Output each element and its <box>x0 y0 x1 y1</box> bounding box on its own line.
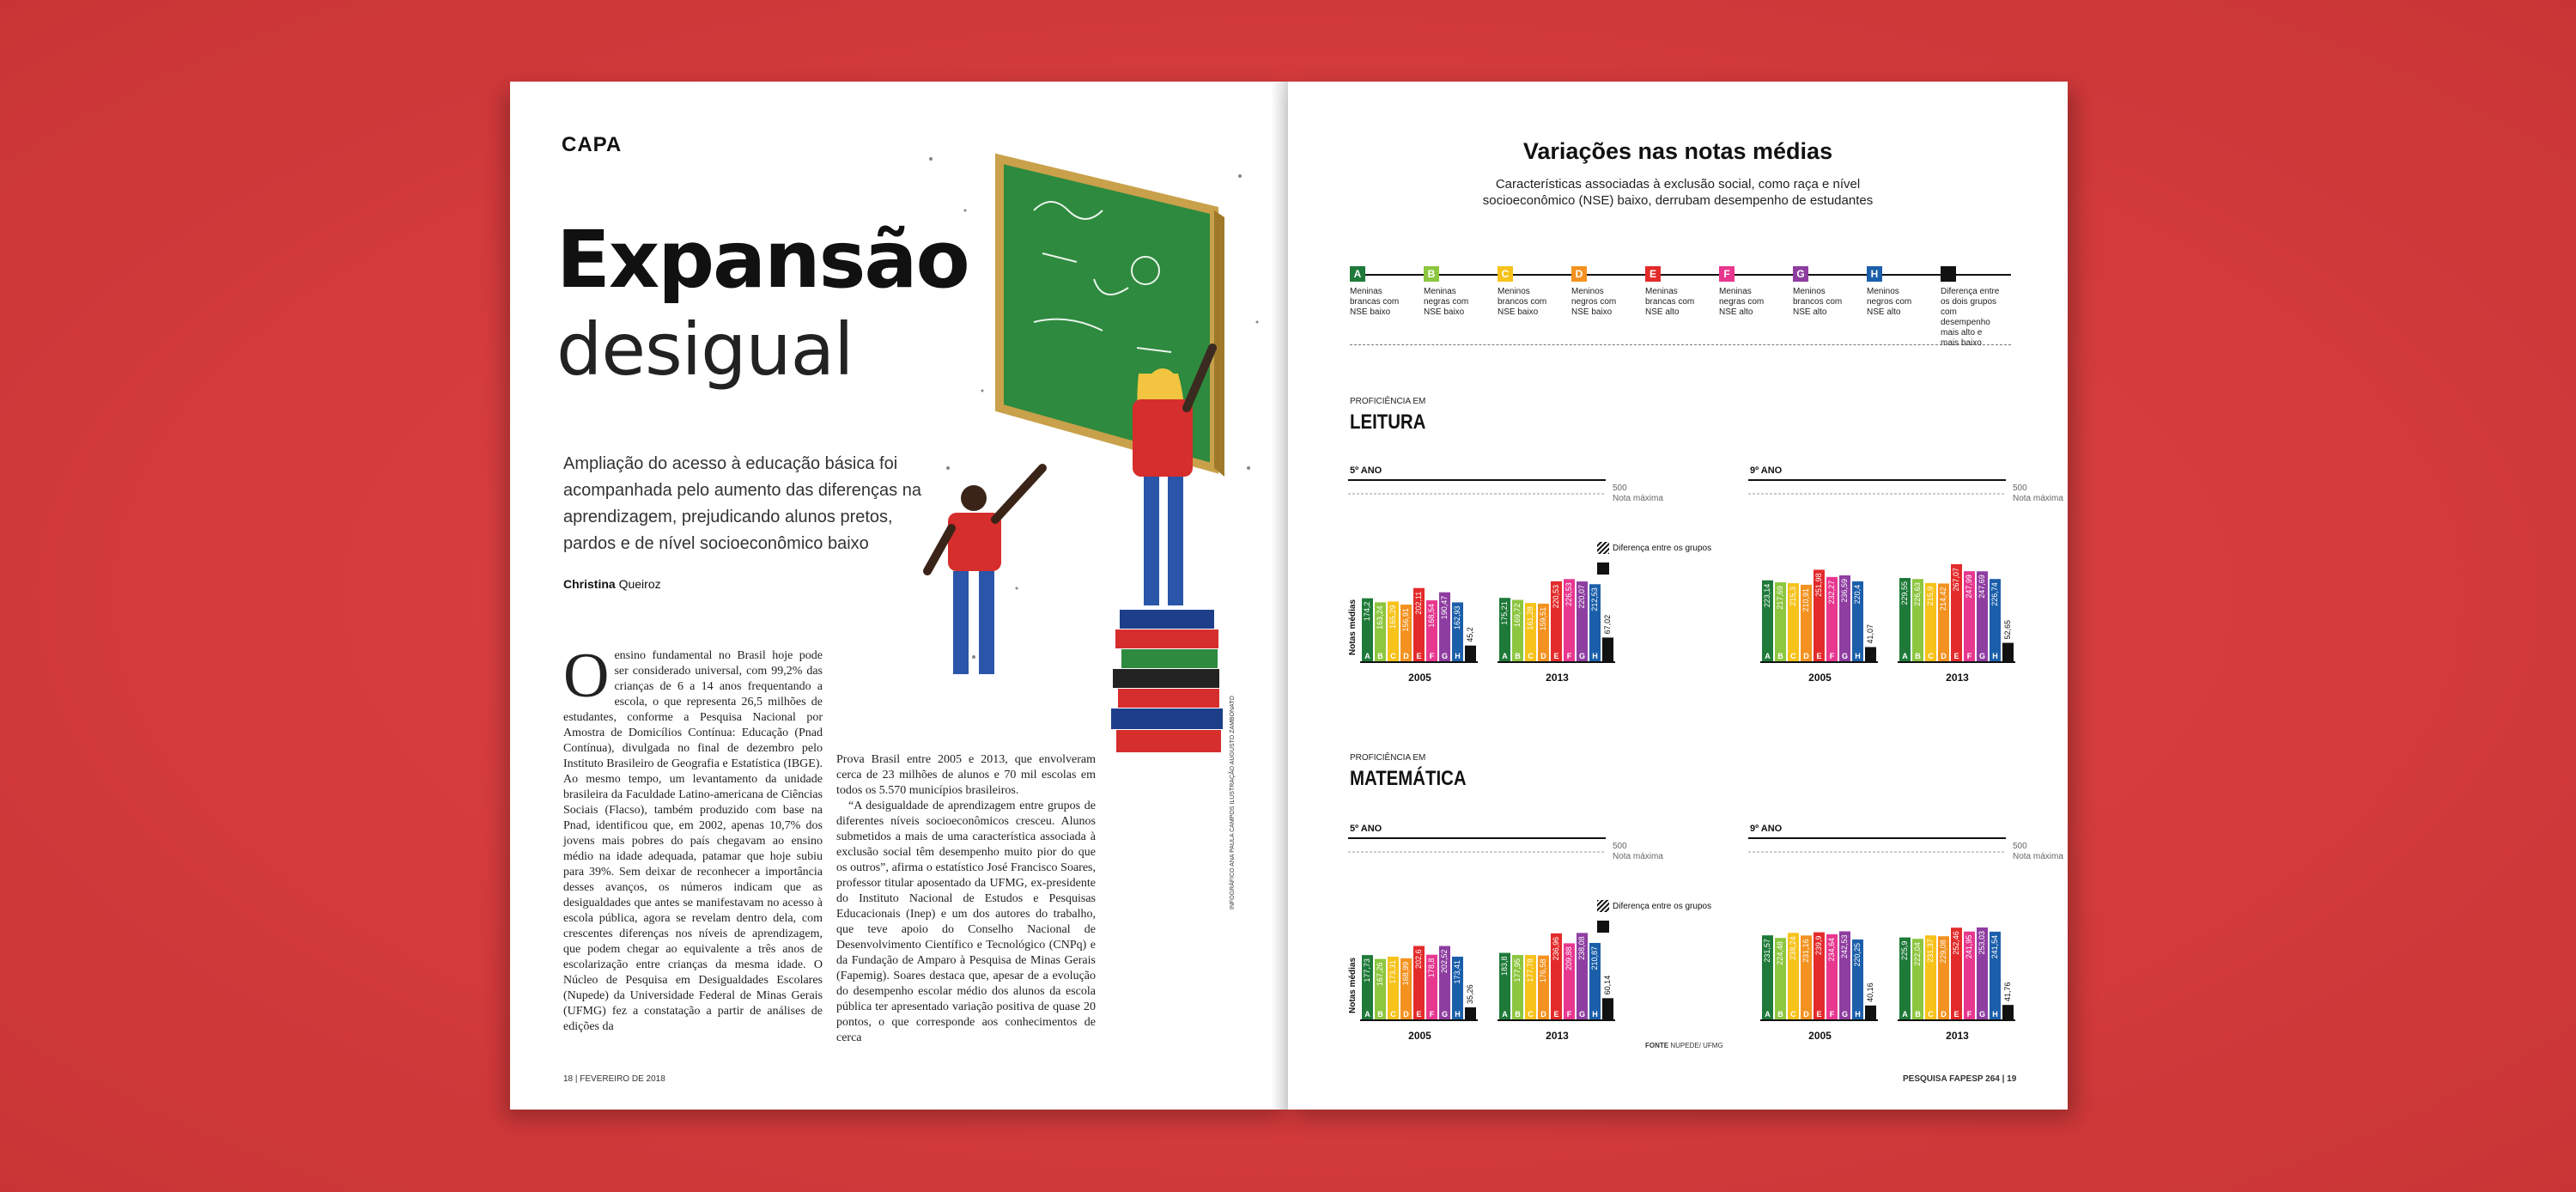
year-label: 2005 <box>1808 672 1832 684</box>
left-folio: 18 | FEVEREIRO DE 2018 <box>563 1074 665 1084</box>
bar-category-label: G <box>1841 652 1849 660</box>
bar <box>1602 637 1613 662</box>
max-value: 500 <box>1613 483 1627 493</box>
bar-category-label: C <box>1928 1010 1934 1019</box>
bar-value-label: 52,65 <box>2003 619 2012 640</box>
y-axis-label: Notas médias <box>1348 957 1358 1013</box>
year-label: 2013 <box>1546 1030 1569 1042</box>
bar-value-label: 242,53 <box>1840 934 1849 958</box>
bar-value-label: 177,73 <box>1363 958 1371 982</box>
bar-value-label: 210,87 <box>1590 946 1599 970</box>
bar-value-label: 45,2 <box>1466 627 1474 642</box>
legend-swatch: B <box>1424 266 1439 282</box>
bar-category-label: H <box>1455 1010 1461 1019</box>
bar-value-label: 220,25 <box>1853 942 1862 967</box>
bar-category-label: B <box>1515 652 1521 660</box>
bar-category-label: C <box>1928 652 1934 660</box>
legend-label: Meninas brancas com NSE baixo <box>1350 287 1400 317</box>
subtitle-line-2: socioeconômico (NSE) baixo, derrubam desempenho de estudantes <box>1482 193 1874 208</box>
standfirst: Ampliação do acesso à educação básica foi acompanhada pelo aumento das diferenças na aprendizagem, prejudicando alunos pretos, pardos e de nível socioeconômico baixo <box>563 454 921 553</box>
article-column-2 <box>836 752 1096 1046</box>
bar-value-label: 190,47 <box>1440 595 1449 620</box>
bar-category-label: G <box>1978 1010 1986 1019</box>
bar-value-label: 178,8 <box>1427 958 1436 978</box>
bar-value-label: 215,3 <box>1789 587 1797 606</box>
year-label: 2005 <box>1408 672 1431 684</box>
bar-category-label: D <box>1540 1010 1546 1019</box>
bar <box>1865 647 1876 662</box>
bar-category-label: B <box>1777 1010 1783 1019</box>
drop-cap: O <box>563 641 610 711</box>
legend-label: Meninos negros com NSE alto <box>1867 287 1912 317</box>
bar-category-label: A <box>1902 1010 1908 1019</box>
bar-value-label: 175,21 <box>1500 601 1509 625</box>
legend-label: Meninas brancas com NSE alto <box>1645 287 1695 317</box>
bar-value-label: 60,14 <box>1603 975 1612 995</box>
legend-item <box>1867 266 1927 318</box>
bar-value-label: 226,53 <box>1564 582 1573 606</box>
column-2-paragraph-1: Prova Brasil entre 2005 e 2013, que envolveram cerca de 23 milhões de alunos e 70 mil escolas em todos os 5.570 municípios brasileiros. <box>836 753 1096 797</box>
bar-value-label: 163,24 <box>1376 605 1384 629</box>
bar-category-label: G <box>1441 652 1449 660</box>
bar-category-label: E <box>1416 652 1422 660</box>
author-last-name: Queiroz <box>618 577 661 591</box>
bar-category-label: F <box>1966 1010 1972 1019</box>
bar-category-label: E <box>1816 652 1822 660</box>
legend-item <box>1350 266 1410 318</box>
legend-label: Diferença entre os dois grupos com desempenho mais alto e mais baixo <box>1941 287 2000 348</box>
source-text: NUPEDE/ UFMG <box>1670 1042 1723 1049</box>
bar-category-label: F <box>1429 1010 1435 1019</box>
bar-category-label: B <box>1377 652 1383 660</box>
bar-value-label: 40,16 <box>1866 982 1874 1002</box>
bar-value-label: 226,63 <box>1913 582 1922 606</box>
bar-category-label: H <box>1592 652 1598 660</box>
bar-value-label: 225,9 <box>1900 940 1909 961</box>
bar-value-label: 220,53 <box>1552 584 1560 609</box>
legend-item <box>1793 266 1853 318</box>
legend-item <box>1941 266 2001 349</box>
source-note <box>1645 1042 1723 1049</box>
byline <box>563 577 661 591</box>
bar <box>1865 1006 1876 1020</box>
legend-item <box>1571 266 1631 318</box>
bar-category-label: F <box>1566 652 1572 660</box>
max-label: Nota máxima <box>1613 494 1663 503</box>
year-label: 2005 <box>1808 1030 1832 1042</box>
bar-category-label: A <box>1902 652 1908 660</box>
grade-label: 5º ANO <box>1350 824 1382 834</box>
bar-value-label: 222,04 <box>1913 942 1922 966</box>
bar-category-label: G <box>1841 1010 1849 1019</box>
bar-category-label: G <box>1978 652 1986 660</box>
legend-label: Meninas negras com NSE alto <box>1719 287 1765 317</box>
bar-value-label: 253,03 <box>1978 930 1986 955</box>
bar-category-label: D <box>1941 652 1947 660</box>
bar-value-label: 156,91 <box>1401 608 1410 632</box>
bar-category-label: F <box>1829 1010 1835 1019</box>
legend-swatch: D <box>1571 266 1587 282</box>
legend-item <box>1498 266 1558 318</box>
headline-line-1: Expansão <box>556 214 969 306</box>
bar-category-label: F <box>1566 1010 1572 1019</box>
diff-hatch-swatch <box>1597 900 1609 912</box>
bar-category-label: H <box>1855 652 1861 660</box>
bar-category-label: F <box>1829 652 1835 660</box>
bar-value-label: 229,55 <box>1900 581 1909 605</box>
bar-value-label: 202,6 <box>1414 949 1423 970</box>
legend-item <box>1645 266 1705 318</box>
bar <box>2002 643 2014 662</box>
bar-value-label: 236,96 <box>1552 936 1560 961</box>
bar-value-label: 229,08 <box>1939 940 1947 964</box>
bar-value-label: 238,24 <box>1789 936 1797 960</box>
legend-swatch: E <box>1645 266 1661 282</box>
bar-value-label: 168,54 <box>1427 604 1436 628</box>
max-value: 500 <box>2013 842 2027 851</box>
bar-category-label: D <box>1803 1010 1809 1019</box>
bar-value-label: 162,93 <box>1453 605 1461 629</box>
max-label: Nota máxima <box>1613 852 1663 861</box>
headline-line-2: desigual <box>556 307 854 392</box>
bar-category-label: G <box>1578 652 1586 660</box>
bar-value-label: 176,58 <box>1539 958 1547 983</box>
bar-category-label: C <box>1528 652 1534 660</box>
bar-value-label: 236,59 <box>1840 578 1849 603</box>
subtitle-line-1: Características associadas à exclusão social, como raça e nível <box>1495 177 1861 192</box>
bar-category-label: A <box>1765 1010 1771 1019</box>
bar-value-label: 174,2 <box>1363 601 1371 622</box>
leitura-overline: PROFICIÊNCIA EM <box>1350 397 1426 406</box>
diff-legend-label: Diferença entre os grupos <box>1613 902 1712 911</box>
legend-swatch: A <box>1350 266 1365 282</box>
bar-value-label: 159,51 <box>1539 606 1547 631</box>
bar-category-label: B <box>1515 1010 1521 1019</box>
bar-category-label: B <box>1777 652 1783 660</box>
y-axis-label: Notas médias <box>1348 599 1358 655</box>
bar-value-label: 209,88 <box>1564 946 1573 970</box>
bar-value-label: 232,27 <box>1827 580 1836 605</box>
bar <box>1602 998 1613 1020</box>
bar-value-label: 231,57 <box>1763 939 1771 963</box>
legend-label: Meninos brancos com NSE alto <box>1793 287 1843 317</box>
matematica-overline: PROFICIÊNCIA EM <box>1350 753 1426 763</box>
legend-label: Meninos negros com NSE baixo <box>1571 287 1617 317</box>
bar-value-label: 215,9 <box>1926 586 1935 606</box>
leitura-heading: LEITURA <box>1350 411 1426 434</box>
bar-value-label: 239,9 <box>1814 935 1823 956</box>
bar-charts <box>1288 82 2068 1110</box>
bar-value-label: 202,52 <box>1440 949 1449 974</box>
bar-category-label: G <box>1578 1010 1586 1019</box>
article-column-1 <box>563 641 823 1035</box>
right-page <box>1288 82 2068 1110</box>
year-label: 2013 <box>1946 672 1969 684</box>
bar-value-label: 41,76 <box>2003 982 2012 1002</box>
bar-value-label: 252,46 <box>1952 931 1960 955</box>
bar-category-label: C <box>1390 652 1396 660</box>
bar-value-label: 165,29 <box>1388 605 1397 629</box>
left-page <box>510 82 1288 1110</box>
bar-category-label: H <box>1992 1010 1998 1019</box>
bar-value-label: 226,74 <box>1990 582 1999 606</box>
bar-value-label: 220,07 <box>1577 585 1586 609</box>
bar-category-label: E <box>1953 652 1959 660</box>
bar <box>1465 646 1476 662</box>
legend-swatch: G <box>1793 266 1808 282</box>
bar-value-label: 210,91 <box>1801 587 1810 612</box>
bar-category-label: C <box>1790 1010 1796 1019</box>
bar <box>1465 1007 1476 1020</box>
bar-category-label: E <box>1816 1010 1822 1019</box>
bar-category-label: E <box>1553 652 1559 660</box>
bar-value-label: 67,02 <box>1603 614 1612 635</box>
bar-category-label: A <box>1502 1010 1508 1019</box>
bar-value-label: 212,53 <box>1590 587 1599 611</box>
max-value: 500 <box>1613 842 1627 851</box>
legend-swatch: F <box>1719 266 1735 282</box>
diff-hatch-swatch <box>1597 542 1609 554</box>
bar-value-label: 224,48 <box>1776 941 1784 965</box>
bar-value-label: 202,11 <box>1414 591 1423 615</box>
bar-category-label: G <box>1441 1010 1449 1019</box>
bar-category-label: B <box>1915 652 1921 660</box>
year-label: 2013 <box>1946 1030 1969 1042</box>
bar-value-label: 214,42 <box>1939 587 1947 611</box>
diff-black-swatch <box>1597 563 1609 575</box>
bar-value-label: 183,8 <box>1500 956 1509 976</box>
bar-value-label: 231,16 <box>1801 939 1810 963</box>
diff-legend-label: Diferença entre os grupos <box>1613 544 1712 553</box>
year-label: 2013 <box>1546 672 1569 684</box>
legend-label: Meninas negras com NSE baixo <box>1424 287 1469 317</box>
legend-swatch: C <box>1498 266 1513 282</box>
bar-category-label: H <box>1855 1010 1861 1019</box>
bar-category-label: E <box>1416 1010 1422 1019</box>
bar-value-label: 169,72 <box>1513 603 1522 628</box>
grade-label: 5º ANO <box>1350 465 1382 476</box>
year-label: 2005 <box>1408 1030 1431 1042</box>
bar-category-label: D <box>1803 652 1809 660</box>
illustration <box>914 107 1274 777</box>
bar-value-label: 177,78 <box>1526 958 1534 982</box>
bar-value-label: 161,28 <box>1526 606 1534 630</box>
bar-category-label: B <box>1377 1010 1383 1019</box>
source-label: FONTE <box>1645 1042 1669 1049</box>
bar-category-label: A <box>1502 652 1508 660</box>
bar-value-label: 251,98 <box>1814 573 1823 597</box>
bar-category-label: D <box>1403 1010 1409 1019</box>
bar-value-label: 217,69 <box>1776 586 1784 610</box>
bar-value-label: 167,26 <box>1376 962 1384 987</box>
legend-swatch: H <box>1867 266 1882 282</box>
bar-category-label: F <box>1429 652 1435 660</box>
right-folio: PESQUISA FAPESP 264 | 19 <box>1903 1074 2017 1084</box>
bar-category-label: H <box>1455 652 1461 660</box>
bar-category-label: H <box>1592 1010 1598 1019</box>
bar-value-label: 234,64 <box>1827 937 1836 962</box>
bar-category-label: H <box>1992 652 1998 660</box>
bar-value-label: 220,4 <box>1853 584 1862 605</box>
author-first-name: Christina <box>563 577 616 591</box>
bar-category-label: B <box>1915 1010 1921 1019</box>
illustration-credit: INFOGRÁFICO ANA PAULA CAMPOS ILUSTRAÇÃO AUGUSTO ZAMBONATO <box>1230 696 1236 909</box>
legend-label: Meninos brancos com NSE baixo <box>1498 287 1547 317</box>
grade-label: 9º ANO <box>1750 824 1783 834</box>
column-2-paragraph-2: “A desigualdade de aprendizagem entre grupos de diferentes níveis socioeconômicos cresceu. Alunos submetidos a mais de uma característica associada à exclusão social têm desempenho muito pior do que os outros”, afirma o estatístico José Francisco Soares, professor titular aposentado da UFMG, ex-presidente do Instituto Nacional de Estudos e Pesquisas Educacionais (Inep) e um dos autores do trabalho, que teve apoio do Conselho Nacional de Desenvolvimento Científico e Tecnológico (CNPq) e da Fundação de Amparo à Pesquisa de Minas Gerais (Fapemig). Soares destaca que, apesar de a evolução do desempenho escolar médio dos alunos da escola pública ter apresentado variação positiva de quase 20 pontos, o que corresponde aos conhecimentos de cerca <box>836 800 1096 1044</box>
bar-category-label: E <box>1553 1010 1559 1019</box>
bar-value-label: 35,26 <box>1466 984 1474 1004</box>
max-value: 500 <box>2013 483 2027 493</box>
legend-swatch <box>1941 266 1956 282</box>
bar-value-label: 238,08 <box>1577 936 1586 960</box>
bar-value-label: 267,07 <box>1952 567 1960 592</box>
bar-category-label: F <box>1966 652 1972 660</box>
legend-item <box>1424 266 1484 318</box>
bar-value-label: 41,07 <box>1866 623 1874 644</box>
bar-category-label: D <box>1941 1010 1947 1019</box>
diff-black-swatch <box>1597 921 1609 933</box>
matematica-heading: MATEMÁTICA <box>1350 767 1467 790</box>
bar-category-label: A <box>1364 1010 1370 1019</box>
grade-label: 9º ANO <box>1750 465 1783 476</box>
max-label: Nota máxima <box>2013 852 2063 861</box>
bar-category-label: A <box>1765 652 1771 660</box>
bar-value-label: 168,99 <box>1401 961 1410 986</box>
bar-value-label: 247,99 <box>1965 575 1973 599</box>
bar-value-label: 247,69 <box>1978 575 1986 599</box>
infographic-title: Variações nas notas médias <box>1522 138 1833 164</box>
bar-value-label: 241,95 <box>1965 934 1973 959</box>
section-label: CAPA <box>562 133 623 156</box>
bar-value-label: 173,41 <box>1453 959 1461 984</box>
bar-category-label: D <box>1403 652 1409 660</box>
max-label: Nota máxima <box>2013 494 2063 503</box>
bar-category-label: E <box>1953 1010 1959 1019</box>
legend-item <box>1719 266 1779 318</box>
bar-category-label: C <box>1390 1010 1396 1019</box>
bar-category-label: D <box>1540 652 1546 660</box>
bar-value-label: 231,37 <box>1926 939 1935 963</box>
bar-value-label: 173,31 <box>1388 960 1397 984</box>
bar-category-label: A <box>1364 652 1370 660</box>
bar-category-label: C <box>1790 652 1796 660</box>
bar-value-label: 177,95 <box>1513 958 1522 982</box>
bar-value-label: 223,14 <box>1763 583 1771 608</box>
column-1-text: ensino fundamental no Brasil hoje pode ser considerado universal, com 99,2% das crianças de 6 a 14 anos frequentando a escola, o que representa 26,5 milhões de estudantes, conforme a Pesquisa Nacional por Amostra de Domicílios Contínua: Educação (Pnad Contínua), divulgada no final de dezembro pelo Instituto Brasileiro de Geografia e Estatística (IBGE). Ao mesmo tempo, um levantamento da unidade brasileira da Faculdade Latino-americana de Ciências Sociais (Flacso), também produzido com base na Pnad, identificou que, em 2002, apenas 10,7% dos jovens mais pobres do país chegavam ao ensino médio na idade adequada, patamar que hoje subiu para 39%. Sem deixar de reconhecer a importância desses avanços, os números indicam que as desigualdades que antes se manifestavam no acesso à escola pública, agora se revelam dentro dela, com crescentes diferenças nos níveis de aprendizagem, que podem chegar ao equivalente a três anos de escolarização entre crianças da mesma idade. O Núcleo de Pesquisa em Desigualdades Escolares (Nupede) da Universidade Federal de Minas Gerais (UFMG) fez a constatação a partir de análises de edições da <box>563 649 823 1033</box>
bar-value-label: 241,54 <box>1990 934 1999 959</box>
bar <box>2002 1005 2014 1020</box>
bar-category-label: C <box>1528 1010 1534 1019</box>
